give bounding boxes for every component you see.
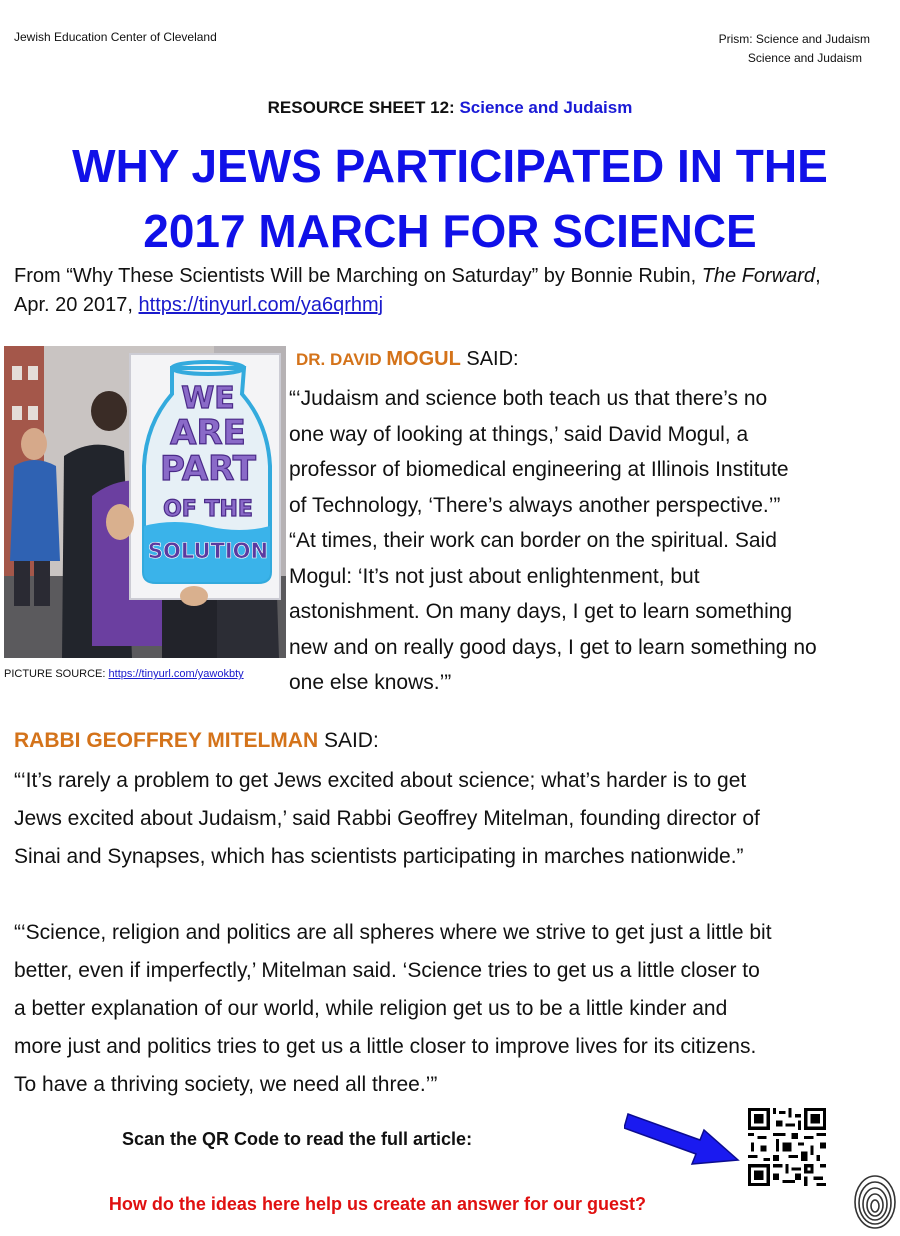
sign-line-1: WE [181,381,235,416]
page-title [0,134,900,264]
mogul-quote-line: astonishment. On many days, I get to learn something [289,600,793,623]
series-header [719,30,870,68]
mogul-quote-line: of Technology, ‘There’s always another perspective.’” [289,493,781,517]
series-subtitle: Science and Judaism [747,51,862,65]
mogul-quote-line: professor of biomedical engineering at Illinois Institute [289,458,789,481]
rabbi-said: SAID: [318,729,379,752]
rabbi-quote-2 [14,914,894,1104]
mogul-quote-line: Mogul: ‘It’s not just about enlightenment, but [289,564,700,588]
resource-sheet-label [0,98,900,118]
publication-name: The Forward [701,265,816,287]
mogul-quote [289,381,889,701]
sign-line-3: PART [160,449,256,489]
rabbi-quote-line: “‘It’s rarely a problem to get Jews excited about science; what’s harder is to get [14,769,747,792]
rabbi-quote-line: “‘Science, religion and politics are all spheres where we strive to get just a little bit [14,921,772,944]
protest-sign-image [4,346,286,658]
discussion-question: How do the ideas here help us create an answer for our guest? [108,1194,647,1214]
rabbi-quote-line: better, even if imperfectly,’ Mitelman said. ‘Science tries to get us a little closer to [14,959,760,982]
title-line-1: WHY JEWS PARTICIPATED IN THE [72,140,828,192]
mogul-said: SAID: [460,348,519,370]
qr-code-icon[interactable] [748,1108,826,1191]
mogul-quote-line: new and on really good days, I get to learn something no [289,635,817,659]
caption-label: PICTURE SOURCE: [4,668,109,680]
citation-comma: , [815,265,821,287]
resource-topic: Science and Judaism [459,98,633,117]
citation-date: Apr. 20 2017, [14,294,139,316]
rabbi-quote-1 [14,762,894,876]
qr-prompt: Scan the QR Code to read the full article: [122,1129,473,1149]
title-line-2: 2017 MARCH FOR SCIENCE [143,205,757,257]
sign-line-2: ARE [170,413,246,453]
rabbi-quote-line: more just and politics tries to get us a little closer to improve lives for its citizens. [14,1035,757,1058]
mogul-quote-line: one else knows.’” [289,671,452,694]
photo-source-link[interactable]: https://tinyurl.com/yawokbty [108,668,244,680]
rabbi-name: RABBI GEOFFREY MITELMAN [14,729,319,752]
mogul-quote-line: “At times, their work can border on the spiritual. Said [289,529,777,552]
resource-number: RESOURCE SHEET 12: [267,98,455,117]
sign-line-5: SOLUTION [147,539,269,563]
arrow-icon [624,1100,742,1175]
mogul-heading [296,348,519,371]
rabbi-heading [14,729,379,753]
rabbi-quote-line: Sinai and Synapses, which has scientists participating in marches nationwide.” [14,845,744,868]
mogul-name: MOGUL [386,348,461,370]
citation-text: From “Why These Scientists Will be Marching on Saturday” by Bonnie Rubin, [14,265,702,287]
source-citation [14,262,884,320]
fingerprint-icon [852,1174,898,1235]
rabbi-quote-line: Jews excited about Judaism,’ said Rabbi Geoffrey Mitelman, founding director of [14,807,760,830]
article-link[interactable]: https://tinyurl.com/ya6qrhmj [138,294,384,316]
sign-line-4: OF THE [163,497,253,522]
series-title: Prism: Science and Judaism [718,32,870,46]
mogul-quote-line: “‘Judaism and science both teach us that there’s no [289,387,768,410]
mogul-title: DR. DAVID [296,350,387,369]
organization-name: Jewish Education Center of Cleveland [14,30,217,44]
mogul-quote-line: one way of looking at things,’ said David Mogul, a [289,422,749,446]
rabbi-quote-line: a better explanation of our world, while religion get us to be a little kinder and [14,997,728,1020]
march-photo [4,346,286,658]
photo-caption [4,668,244,680]
rabbi-quote-line: To have a thriving society, we need all three.’” [14,1073,438,1096]
